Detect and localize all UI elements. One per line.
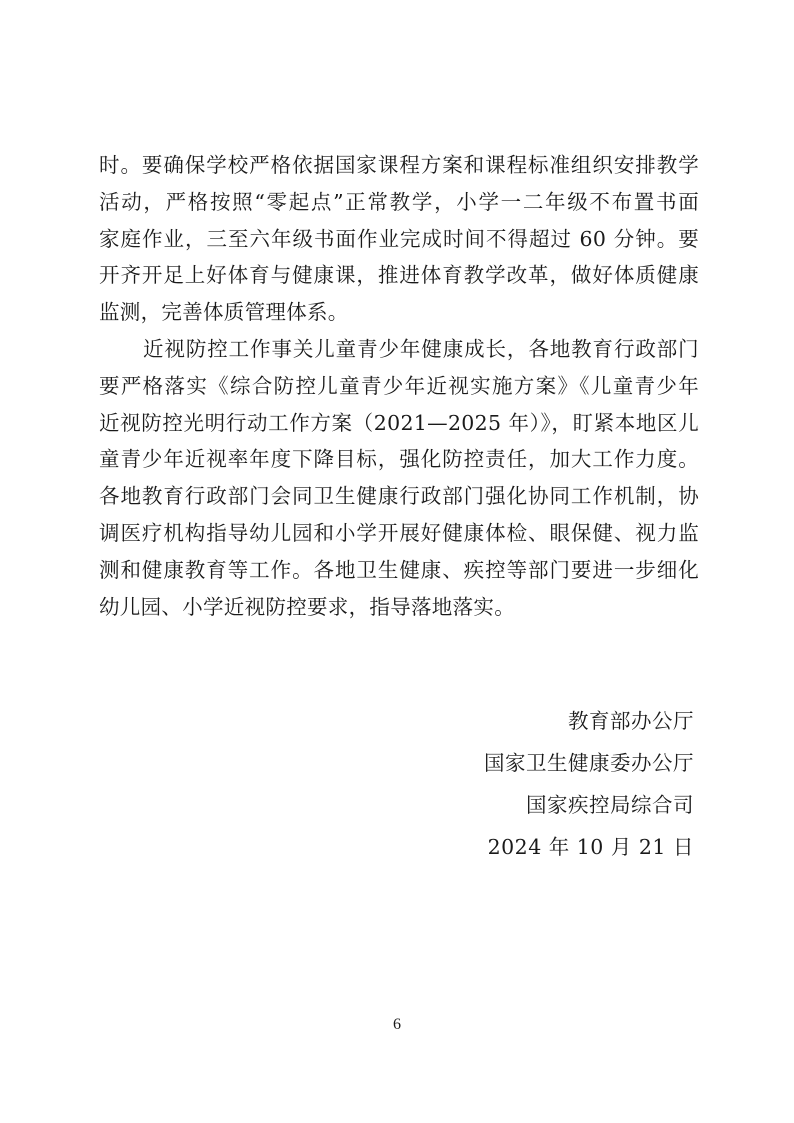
text-line: 幼儿园、小学近视防控要求，指导落地落实。: [99, 594, 515, 619]
text-line: 开齐开足上好体育与健康课，推进体育教学改革，做好体质健康: [99, 263, 699, 288]
issuer-nhc-office: 国家卫生健康委办公厅: [484, 751, 694, 775]
paragraph-myopia-prevention: [99, 331, 699, 625]
page-number: 6: [393, 1016, 401, 1033]
text-line: 童青少年近视率年度下降目标，强化防控责任，加大工作力度。: [99, 447, 699, 472]
text-line: 近视防控工作事关儿童青少年健康成长，各地教育行政部门: [143, 336, 699, 361]
text-line: 活动，严格按照“零起点”正常教学，小学一二年级不布置书面: [99, 189, 699, 214]
text-line: 近视防控光明行动工作方案（2021—2025 年）》，盯紧本地区儿: [99, 410, 699, 435]
body-text: [99, 147, 699, 625]
signature-block: [484, 700, 694, 868]
text-line: 要严格落实《综合防控儿童青少年近视实施方案》《儿童青少年: [99, 373, 699, 398]
text-line: 测和健康教育等工作。各地卫生健康、疾控等部门要进一步细化: [99, 557, 699, 582]
text-line: 调医疗机构指导幼儿园和小学开展好健康体检、眼保健、视力监: [99, 520, 699, 545]
issuer-moe-office: 教育部办公厅: [568, 709, 694, 733]
text-line: 时。要确保学校严格依据国家课程方案和课程标准组织安排教学: [99, 153, 699, 177]
paragraph-continuation: [99, 147, 699, 331]
text-line: 各地教育行政部门会同卫生健康行政部门强化协同工作机制，协: [99, 484, 699, 509]
text-line: 家庭作业，三至六年级书面作业完成时间不得超过 60 分钟。要: [99, 226, 699, 251]
text-line: 监测，完善体质管理体系。: [99, 300, 349, 325]
issue-date: 2024 年 10 月 21 日: [487, 835, 694, 859]
issuer-ndcpa-dept: 国家疾控局综合司: [526, 793, 694, 817]
